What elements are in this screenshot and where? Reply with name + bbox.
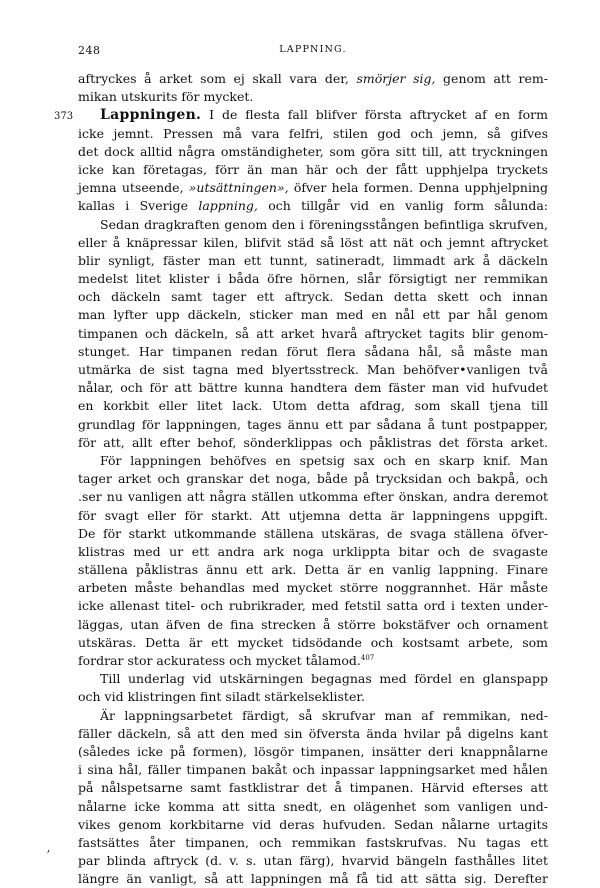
text-line: på nålspetsarne samt fastklistrar det å timpanen. Härvid efterses att xyxy=(78,780,548,796)
text-line: fastsättes åter timpanen, och remmikan fastskrufvas. Nu tagas ett xyxy=(78,834,548,850)
page-number: 248 xyxy=(78,44,101,57)
text-line: De för starkt utkommande ställena utskäras, de svaga ställena öfver- xyxy=(78,525,548,541)
text-line: och vid klistringen fint siladt stärkelseklister. xyxy=(78,689,365,705)
margin-number: 373 xyxy=(54,111,74,123)
body-text xyxy=(54,70,549,888)
text-line: stunget. Har timpanen redan förut flera sådana hål, så måste man xyxy=(78,343,548,359)
text-line: blir synligt, fäster man ett tunnt, satineradt, limmadt ark å däckeln xyxy=(78,252,548,268)
text-line: arbeten måste behandlas med mycket större noggrannhet. Här måste xyxy=(78,580,548,596)
text-line: .ser nu vanligen att några ställen utkomma efter önskan, andra deremot xyxy=(78,489,548,505)
text-line: klistras med ur ett andra ark noga urklippta bitar och de svagaste xyxy=(78,543,548,559)
running-head: LAPPNING. xyxy=(279,44,347,55)
text-line: fordrar stor ackuratess och mycket tålamod.$^{407}$ xyxy=(78,653,375,668)
text-line: en korkbit eller litet lack. Utom detta afdrag, som skall tjena till xyxy=(78,398,548,414)
text-line: mikan utskurits för mycket. xyxy=(78,89,254,105)
text-line: och däckeln samt tager ett aftryck. Sedan detta skett och innan xyxy=(78,289,548,305)
text-line: par blinda aftryck (d. v. s. utan färg), hvarvid bängeln fasthålles litet xyxy=(78,853,548,869)
text-line: det dock alltid några omständigheter, som göra sitt till, att tryckningen xyxy=(78,143,548,159)
text-line: medelst litet klister i båda öfre hörnen, slår försigtigt ner remmikan xyxy=(78,271,548,287)
text-line: Till underlag vid utskärningen begagnas med fördel en glanspapp xyxy=(100,671,548,687)
text-line: icke jemnt. Pressen må vara felfri, stilen god och jemn, så gifves xyxy=(78,125,548,141)
section-heading-line: 373 Lappningen. I de flesta fall blifver första aftrycket af en form xyxy=(78,106,548,124)
text-line: kallas i Sverige lappning, och tillgår vid en vanlig form sålunda: xyxy=(78,198,549,214)
text-line: grundlag för lappningen, tages ännu ett par sådana å tunt postpapper, xyxy=(78,416,548,432)
text-line: längre än vanligt, så att lappningen må få tid att sätta sig. Derefter xyxy=(78,871,548,887)
text-line: för svagt eller för starkt. Att utjemna detta är lappningens uppgift. xyxy=(78,507,548,523)
page-header xyxy=(78,44,548,60)
text-line: eller å knäpressar kilen, blifvit städ så löst att nät och jemnt aftrycket xyxy=(78,234,548,250)
text-line: utskäras. Detta är ett mycket tidsödande och kostsamt arbete, som xyxy=(78,634,548,650)
text-line: timpanen och däckeln, så att arket hvarå aftrycket tagits blir genom- xyxy=(78,325,548,341)
text-line: ställena påklistras ännu ett ark. Detta är en vanlig lappning. Finare xyxy=(78,562,548,578)
section-heading: Lappningen. xyxy=(100,107,202,124)
text-line: utmärka de sist tagna med blyertsstreck. Man behöfver•vanligen två xyxy=(78,362,548,377)
text-line: fäller däckeln, så att den med sin öfversta ända hvilar på digelns kant xyxy=(78,725,548,741)
text-line: icke kan företagas, förr än man här och der fått upphjelpa tryckets xyxy=(78,161,548,177)
text-line: (således icke på formen), lösgör timpanen, insätter deri knappnålarne xyxy=(78,743,548,759)
text-line: i sina hål, fäller timpanen bakåt och inpassar lappningsarket med hålen xyxy=(78,762,548,778)
text-line: nålarne icke komma att sitta snedt, en olägenhet som vanligen und- xyxy=(78,798,548,814)
text-line: Sedan dragkraften genom den i föreningsstången befintliga skrufven, xyxy=(100,216,548,232)
text-line: aftryckes å arket som ej skall vara der, smörjer sig, genom att rem- xyxy=(78,71,548,86)
text-line: jemna utseende, »utsättningen», öfver hela formen. Denna upphjelpning xyxy=(78,180,548,196)
text-line: för att, allt efter behof, sönderklippas och påklistras det första arket. xyxy=(78,434,548,450)
text-line: nålar, och för att bättre kunna handtera dem fäster man vid hufvudet xyxy=(78,380,548,396)
text-line: För lappningen behöfves en spetsig sax och en skarp knif. Man xyxy=(100,452,548,468)
footnote-marker: 407 xyxy=(360,653,375,662)
text-line: läggas, utan äfven de fina strecken å större bokstäfver och ornament xyxy=(78,616,548,632)
footer-mark: ʼ xyxy=(46,848,50,862)
text-line: icke allenast titel- och rubrikrader, med fetstil satta ord i texten under- xyxy=(78,598,548,614)
text-line: vikes genom korkbitarne vid deras hufvuden. Sedan nålarne urtagits xyxy=(78,816,548,832)
text-line: Är lappningsarbetet färdigt, så skrufvar man af remmikan, ned- xyxy=(100,707,548,723)
text-line: man lyfter upp däckeln, sticker man med en nål ett par hål genom xyxy=(78,307,548,323)
text-line: tager arket och granskar det noga, både på trycksidan och bakpå, och xyxy=(78,471,548,487)
